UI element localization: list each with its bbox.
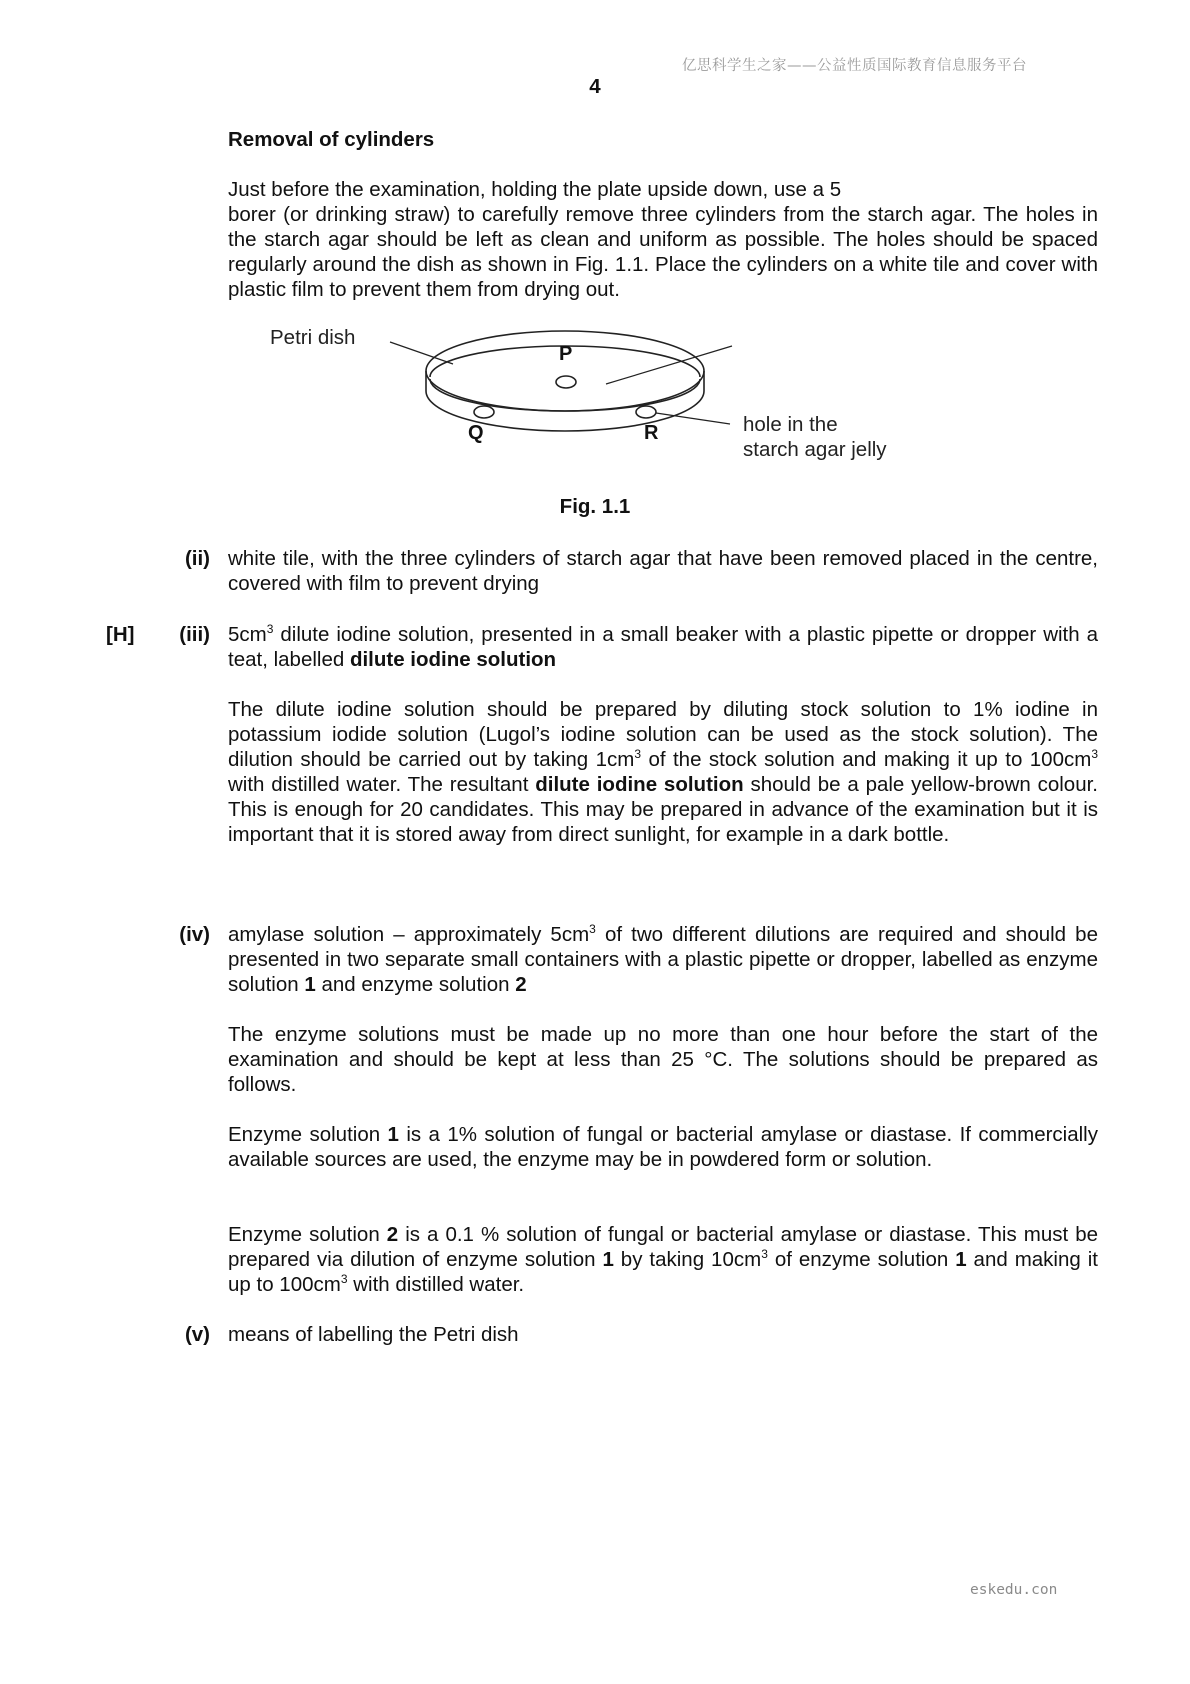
enzyme-solution-1-paragraph: Enzyme solution 1 is a 1% solution of fungal or bacterial amylase or diastase. If commercially available sources are used, the enzyme may be in powdered form or solution. bbox=[228, 1123, 1098, 1171]
figure-caption: Fig. 1.1 bbox=[559, 495, 631, 518]
label-hole-line2: starch agar jelly bbox=[743, 438, 887, 461]
iodine-preparation-paragraph: The dilute iodine solution should be prepared by diluting stock solution to 1% iodine in potassium iodide solution (Lugol’s iodine solution can be used as the stock solution). The dilution should be carried out by taking $1cm^3$ of the stock solution and making it up to $100cm^3$ with distilled water. The resultant dilute iodine solution should be a pale yellow-brown colour. This is enough for 20 candidates. This may be prepared in advance of the examination but it is important that it is stored away from direct sunlight, for example in a dark bottle. bbox=[228, 698, 1099, 846]
item-v-label: (v) bbox=[184, 1323, 210, 1346]
petri-leader-line bbox=[390, 342, 453, 364]
item-ii-label: (ii) bbox=[184, 547, 210, 570]
item-iv-label: (iv) bbox=[179, 923, 210, 946]
page-number: 4 bbox=[589, 75, 601, 98]
section-heading: Removal of cylinders bbox=[228, 128, 435, 151]
label-hole-p: P bbox=[559, 343, 573, 365]
item-iii-label: (iii) bbox=[179, 623, 210, 646]
item-iii-text: $5cm^3$ dilute iodine solution, presented in a small beaker with a plastic pipette or dropper with a teat, labelled dilute iodine solution bbox=[228, 622, 1098, 671]
enzyme-storage-paragraph: The enzyme solutions must be made up no more than one hour before the start of the examination and should be kept at less than 25 °C. The solutions should be prepared as follows. bbox=[228, 1023, 1098, 1096]
removal-paragraph-line1: Just before the examination, holding the plate upside down, use a 5 bbox=[228, 178, 842, 201]
footer-site: eskedu.con bbox=[970, 1582, 1058, 1598]
higher-tier-marker: [H] bbox=[106, 623, 135, 646]
header-watermark: 亿思科学生之家——公益性质国际教育信息服务平台 bbox=[682, 58, 1027, 74]
hole-r bbox=[636, 406, 656, 418]
dish-pointer-line bbox=[606, 346, 732, 384]
removal-paragraph bbox=[228, 177, 1098, 302]
label-hole-r: R bbox=[644, 422, 659, 444]
hole-p bbox=[556, 376, 576, 388]
label-hole-line1: hole in the bbox=[743, 413, 838, 436]
dish-agar-edge bbox=[430, 379, 700, 411]
label-petri-dish: Petri dish bbox=[270, 326, 356, 349]
label-hole-q: Q bbox=[468, 422, 484, 444]
hole-q bbox=[474, 406, 494, 418]
item-ii-text: white tile, with the three cylinders of starch agar that have been removed placed in the centre, covered with film to prevent drying bbox=[228, 547, 1098, 595]
enzyme-solution-2-paragraph: Enzyme solution 2 is a 0.1 % solution of fungal or bacterial amylase or diastase. This must be prepared via dilution of enzyme solution 1 by taking $10cm^3$ of enzyme solution 1 and making it up to $100cm^3$ with distilled water. bbox=[228, 1223, 1098, 1296]
item-v-text: means of labelling the Petri dish bbox=[228, 1323, 519, 1346]
petri-dish-diagram bbox=[270, 320, 930, 470]
item-iv-text: amylase solution – approximately $5cm^3$ of two different dilutions are required and should be presented in two separate small containers with a plastic pipette or dropper, labelled as enzyme solution 1 and enzyme solution 2 bbox=[228, 922, 1098, 996]
removal-paragraph-rest: borer (or drinking straw) to carefully remove three cylinders from the starch agar. The holes in the starch agar should be left as clean and uniform as possible. The holes should be spaced regularly around the dish as shown in Fig. 1.1. Place the cylinders on a white tile and cover with plastic film to prevent them from drying out. bbox=[228, 203, 1098, 301]
